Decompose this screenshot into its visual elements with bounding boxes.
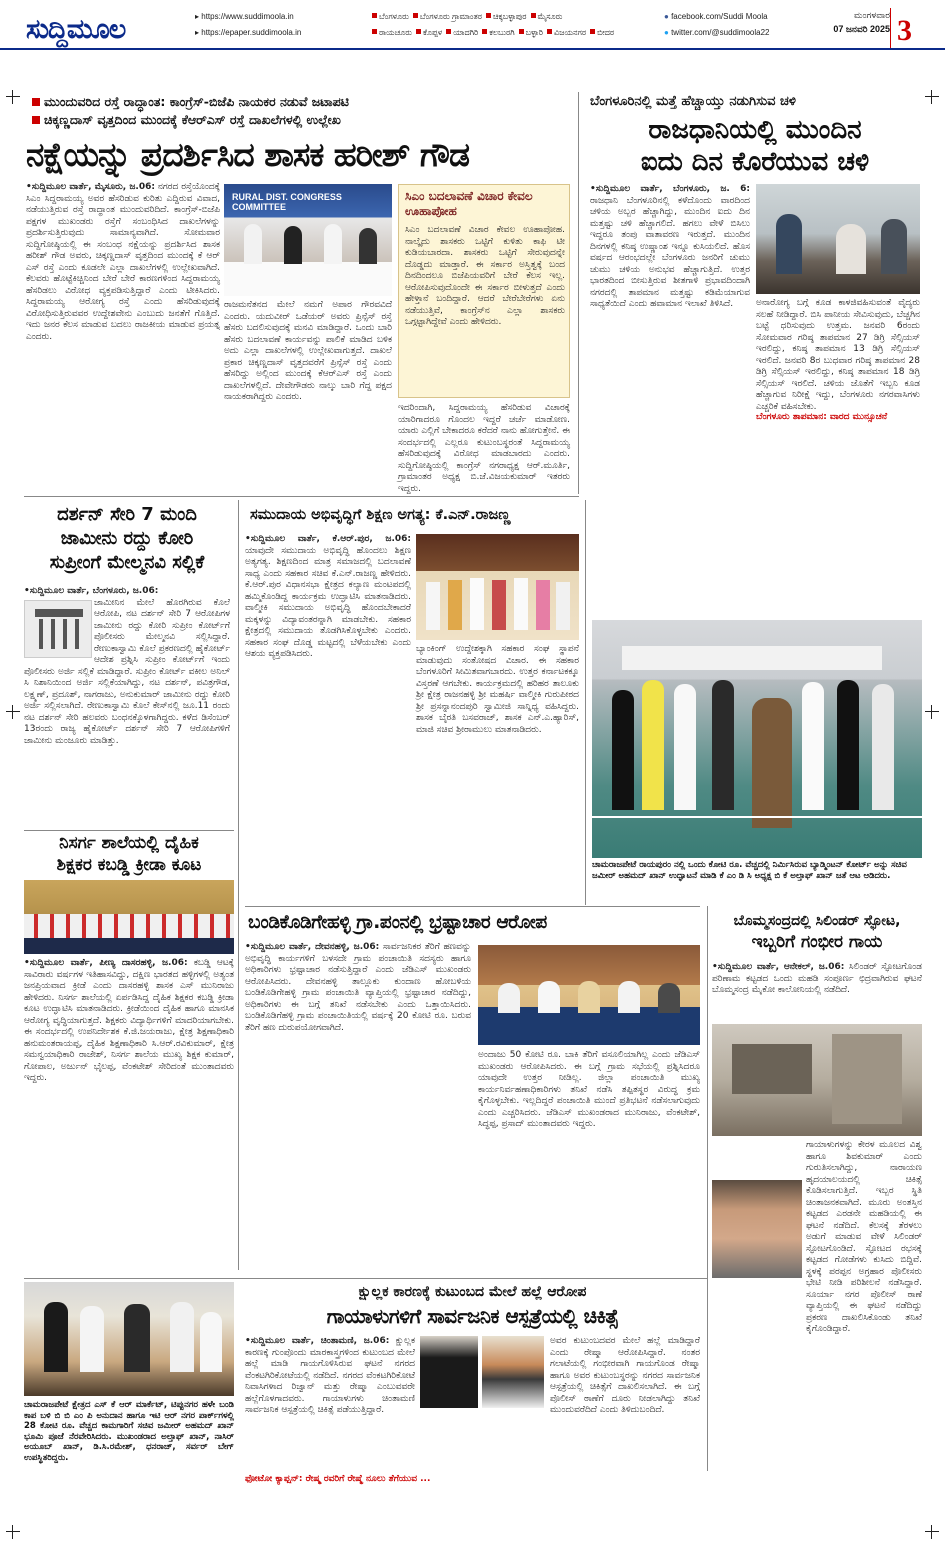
- section-list-1: ಬೆಂಗಳೂರು ಬೆಂಗಳೂರು ಗ್ರಾಮಾಂತರ ಚಿಕ್ಕಬಳ್ಳಾಪುರ ಮೈಸೂರು: [368, 12, 562, 22]
- side-box: [398, 184, 570, 398]
- victim-photo: [420, 1336, 478, 1408]
- press-meet-photo: RURAL DIST. CONGRESS COMMITTEE: [224, 184, 392, 296]
- section-list-2: ರಾಯಚೂರು ಕೊಪ್ಪಳ ಯಾದಗಿರಿ ಕಲಬುರಗಿ ಬಳ್ಳಾರಿ ವಿಜಯನಗರ ಬೀದರ: [368, 28, 614, 38]
- masthead: [0, 8, 945, 50]
- article-body: [712, 1282, 922, 1470]
- person-photo: [482, 1336, 544, 1408]
- twitter-link[interactable]: ● twitter.com/@suddimoola22: [664, 28, 770, 37]
- market-groundbreaking-photo: [24, 1282, 234, 1396]
- headline: ಸಮುದಾಯ ಅಭಿವೃದ್ಧಿಗೆ ಶಿಕ್ಷಣ ಅಗತ್ಯ: ಕೆ.ಎನ್.ರಾಜಣ್ಣ: [250, 507, 511, 523]
- headline: ನಕ್ಷೆಯನ್ನು ಪ್ರದರ್ಶಿಸಿದ ಶಾಸಕ ಹರೀಶ್ ಗೌಡ: [26, 135, 469, 174]
- kabaddi-team-photo: [24, 880, 234, 954]
- date: 07 ಜನವರಿ 2025: [833, 24, 890, 34]
- cold-weather-photo: [756, 184, 920, 294]
- headline: ಸುಪ್ರೀಂಗೆ ಮೇಲ್ಮನವಿ ಸಲ್ಲಿಕೆ: [49, 552, 205, 573]
- headline: ಜಾಮೀನು ರದ್ದು ಕೋರಿ: [60, 528, 194, 549]
- article-body: ಅವರ ಕುಟುಂಬದವರ ಮೇಲೆ ಹಲ್ಲೆ ಮಾಡಿದ್ದಾರೆ ಎಂದು ರೇಷ್ಮಾ ಆರೋಪಿಸಿದ್ದಾರೆ. ನಂತರ ಗಲಾಟೆಯಲ್ಲಿ ಗಂಭೀರವಾಗಿ ಗಾಯಗೊಂಡ ರೇಷ್ಮಾ ಹಾಗೂ ಅವರ ಕುಟುಂಬಸ್ಥರನ್ನು ನಗರದ ಸಾರ್ವಜನಿಕ ಆಸ್ಪತ್ರೆಯಲ್ಲಿ ಚಿಕಿತ್ಸೆಗೆ ದಾಖಲಿಸಲಾಗಿದೆ. ಈ ಬಗ್ಗೆ ಪೊಲೀಸ್ ಠಾಣೆಗೆ ದೂರು ನೀಡಲಾಗಿದ್ದು ತನಿಖೆ ಮುಂದುವರೆದಿದೆ ಎಂದು ತಿಳಿದುಬಂದಿದೆ.: [550, 1336, 700, 1415]
- epaper-url[interactable]: ▸ https://epaper.suddimoola.in: [195, 28, 302, 37]
- article-body: ರಾಜಮನೆತನದ ಮೇಲೆ ನಮಗೆ ಅಪಾರ ಗೌರವವಿದೆ ಎಂದರು. ಯದುವೀರ್ ಒಡೆಯರ್ ಅವರು ಪ್ರಿನ್ಸೆಸ್ ರಸ್ತೆ ಹೆಸರು ಬದಲಿಸುವುದಕ್ಕೆ ಮನವಿ ಮಾಡಿದ್ದಾರೆ. ಒಂದು ಬಾರಿ ಹೆಸರು ಬದಲಾವಣೆ ಕಾರ್ಯವನ್ನು ಪಾಲಿಕೆ ಮಾಡಿದ ಬಳಿಕ ಅದು ಎಲ್ಲಾ ದಾಖಲೆಗಳಲ್ಲಿ ಉಲ್ಲೇಖವಾಗುತ್ತದೆ. ದಾಖಲೆ ಪ್ರಕಾರ ಚಿಕ್ಕಣ್ಣದಾಸ್ ವೃತ್ತದವರೆಗೆ ಪ್ರಿನ್ಸೆಸ್ ರಸ್ತೆ ಎಂದು ಹೆಸರಿದ್ದು ಅಲ್ಲಿಂದ ಮುಂದಕ್ಕೆ ಕೆಆರ್‌ಎಸ್ ರಸ್ತೆ ಎಂದು ದಾಖಲೆಗಳಲ್ಲಿದೆ. ದೇವೇಗೌಡರು ನಾಲ್ಕು ಬಾರಿ ಗೆದ್ದ ಪಕ್ಷದ ನಾಯಕರಾಗಿದ್ದರು ಎಂದರು.: [224, 300, 392, 402]
- headline: ನಿಸರ್ಗ ಶಾಲೆಯಲ್ಲಿ ದೈಹಿಕ: [59, 833, 199, 853]
- article-body: •ಸುದ್ದಿಮೂಲ ವಾರ್ತೆ, ಪೀಣ್ಯ ದಾಸರಹಳ್ಳಿ, ಜ.06: ಕಬಡ್ಡಿ ಆಟಕ್ಕೆ ಸಾವಿರಾರು ವರ್ಷಗಳ ಇತಿಹಾಸವಿದ್ದು, ದಕ್ಷಿಣ ಭಾರತದ ಹಳ್ಳಿಗಳಲ್ಲಿ ಅತ್ಯಂತ ಜನಪ್ರಿಯವಾದ ಕ್ರೀಡೆ ಎಂದು ದಾಸರಹಳ್ಳಿ ಶಾಸಕ ಎಸ್ ಮುನಿರಾಜು ಹೇಳಿದರು. ನಿಸರ್ಗ ಶಾಲೆಯಲ್ಲಿ ಏರ್ಪಡಿಸಿದ್ದ ದೈಹಿಕ ಶಿಕ್ಷಕರ ಕಬಡ್ಡಿ ಕ್ರೀಡಾ ಕೂಟ ಉದ್ಘಾಟಿಸಿ ಮಾತನಾಡಿದರು. ಕ್ರೀಡೆಯಿಂದ ದೈಹಿಕ ಹಾಗೂ ಮಾನಸಿಕ ಆರೋಗ್ಯ ವೃದ್ಧಿಯಾಗುತ್ತದೆ. ಶಿಕ್ಷಕರು ವಿದ್ಯಾರ್ಥಿಗಳಿಗೆ ಮಾದರಿಯಾಗಬೇಕು. ಈ ಸಂದರ್ಭದಲ್ಲಿ ಉಪನಿರ್ದೇಶಕ ಕೆ.ಜಿ.ಜಯರಾಜು, ಕ್ಷೇತ್ರ ಶಿಕ್ಷಣಾಧಿಕಾರಿ ಹನುಮಂತರಾಯಪ್ಪ, ದೈಹಿಕ ಶಿಕ್ಷಣಾಧಿಕಾರಿ ಸಿ.ಆರ್.ರವಿಕುಮಾರ್, ಕ್ಷೇತ್ರ ಸಮನ್ವಯಾಧಿಕಾರಿ ರಾಜೇಶ್, ನಿಸರ್ಗ ಶಾಲೆಯ ಮುಖ್ಯ ಶಿಕ್ಷಕ ಕುಮಾರ್, ಗೋಪಾಲ, ಅರ್ಜುನ್ ಭೈಲಪ್ಪ, ವೆಂಕಟೇಶ್ ಸೇರಿದಂತೆ ಮುಂತಾದವರು ಇದ್ದರು.: [24, 958, 234, 1083]
- article-body: [420, 1412, 546, 1472]
- article-body: ಅಂದಾಜು 50 ಕೋಟಿ ರೂ. ಬಾಕಿ ತೆರಿಗೆ ವಸೂಲಿಯಾಗಿಲ್ಲ ಎಂದು ಜೆಡಿಎಸ್ ಮುಖಂಡರು ಆರೋಪಿಸಿದರು. ಈ ಬಗ್ಗೆ ಗ್ರಾಮ ಸಭೆಯಲ್ಲಿ ಪ್ರಶ್ನಿಸಿದರೂ ಯಾವುದೇ ಉತ್ತರ ನೀಡಿಲ್ಲ. ಜಿಲ್ಲಾ ಪಂಚಾಯಿತಿ ಮುಖ್ಯ ಕಾರ್ಯನಿರ್ವಹಣಾಧಿಕಾರಿಗಳು ತನಿಖೆ ನಡೆಸಿ ತಪ್ಪಿತಸ್ಥರ ವಿರುದ್ಧ ಕ್ರಮ ಕೈಗೊಳ್ಳಬೇಕು. ಇಲ್ಲದಿದ್ದರೆ ಪಂಚಾಯಿತಿ ಮುಂದೆ ಪ್ರತಿಭಟನೆ ನಡೆಸಲಾಗುವುದು ಎಂದು ಎಚ್ಚರಿಸಿದರು. ಜೆಡಿಎಸ್ ಮುಖಂಡರಾದ ಮುನಿರಾಜು, ವೆಂಕಟೇಶ್, ಸಿದ್ಧಪ್ಪ, ಪ್ರಸಾದ್ ಮುಂತಾದವರು ಇದ್ದರು.: [478, 1050, 700, 1129]
- headline: ಬಂಡಿಕೊಡಿಗೇಹಳ್ಳಿ ಗ್ರಾ.ಪಂನಲ್ಲಿ ಭ್ರಷ್ಟಾಚಾರ ಆರೋಪ: [248, 912, 547, 933]
- kicker: ಕ್ಷುಲ್ಲಕ ಕಾರಣಕ್ಕೆ ಕುಟುಂಬದ ಮೇಲೆ ಹಲ್ಲೆ ಆರೋಪ: [358, 1284, 587, 1300]
- day: ಮಂಗಳವಾರ: [853, 10, 890, 20]
- subheading: ಬೆಂಗಳೂರು ತಾಪಮಾನ: ವಾರದ ಮುನ್ಸೂಚನೆ: [756, 412, 888, 422]
- facebook-link[interactable]: ● facebook.com/Suddi Moola: [664, 12, 768, 21]
- kicker: ಮುಂದುವರಿದ ರಸ್ತೆ ರಾದ್ಧಾಂತ: ಕಾಂಗ್ರೆಸ್-ಬಿಜೆಪಿ ನಾಯಕರ ನಡುವೆ ಜಟಾಪಟಿ: [32, 94, 349, 110]
- article-body: •ಸುದ್ದಿಮೂಲ ವಾರ್ತೆ, ಮೈಸೂರು, ಜ.06: ನಗರದ ರಸ್ತೆಯೊಂದಕ್ಕೆ ಸಿಎಂ ಸಿದ್ದರಾಮಯ್ಯ ಅವರ ಹೆಸರಿಡುವ ಕುರಿತು ಎದ್ದಿರುವ ವಿವಾದ, ನಡೆಯುತ್ತಿರುವ ರಸ್ತೆ ರಾದ್ಧಾಂತ ಮುಂದುವರಿದಿದೆ. ಕಾಂಗ್ರೆಸ್-ಬಿಜೆಪಿ ಪಕ್ಷಗಳ ಮುಖಂಡರು ರಸ್ತೆಗೆ ಸಂಬಂಧಿಸಿದ ದಾಖಲೆಗಳನ್ನು ಪ್ರದರ್ಶಿಸುತ್ತಿರುವುದು ಸಾಮಾನ್ಯವಾಗಿದೆ. ಸೋಮವಾರ ಸುದ್ದಿಗೋಷ್ಠಿಯಲ್ಲಿ ಈ ಸಂಬಂಧ ನಕ್ಷೆಯನ್ನು ಪ್ರದರ್ಶಿಸಿದ ಶಾಸಕ ಹರೀಶ್ ಗೌಡ ಅವರು, ಚಿಕ್ಕಣ್ಣದಾಸ್ ವೃತ್ತದಿಂದ ಮುಂದಕ್ಕೆ ಕೆ ಆರ್ ಎಸ್ ರಸ್ತೆ ಎಂದು ಕೂಡಲೇ ಎಲ್ಲಾ ದಾಖಲೆಗಳಲ್ಲಿ ಉಲ್ಲೇಖವಾಗಿದೆ. ಕೆಲವರು ಹೊಟ್ಟೆಕಿಚ್ಚಿನಿಂದ ಬೇರೆ ಬೇರೆ ಕಾರಣಗಳಿಂದ ಸಿದ್ದರಾಮಯ್ಯ ಹೆಸರಿಡಲು ವಿರೋಧ ವ್ಯಕ್ತಪಡಿಸುತ್ತಿದ್ದಾರೆ ಎಂದು ಟೀಕಿಸಿದರು. ಸಿದ್ದರಾಮಯ್ಯ ಆರೋಗ್ಯ ರಸ್ತೆ ಎಂದು ಹೆಸರಿಡುವುದಕ್ಕೆ ವಿರೋಧಿಸುತ್ತಿರುವವರ ಉದ್ದೇಶವೇನು ಎಂಬುದು ಜನತೆಗೆ ಗೊತ್ತಿದೆ. ಇದು ಜನರ ಕೆಲಸ ಮಾಡುವ ಬದಲು ರಾಜಕೀಯ ಮಾಡುವ ಪ್ರಯತ್ನ ಎಂದರು.: [26, 182, 220, 342]
- article-body: •ಸುದ್ದಿಮೂಲ ವಾರ್ತೆ, ದೇವನಹಳ್ಳಿ, ಜ.06: ಸಾರ್ವಜನಿಕರ ತೆರಿಗೆ ಹಣವನ್ನು ಅಭಿವೃದ್ಧಿ ಕಾರ್ಯಗಳಿಗೆ ಬಳಸದೇ ಗ್ರಾಮ ಪಂಚಾಯಿತಿ ಸದಸ್ಯರು ಹಾಗೂ ಅಧಿಕಾರಿಗಳು ಭ್ರಷ್ಟಾಚಾರ ನಡೆಸುತ್ತಿದ್ದಾರೆ ಎಂದು ಜೆಡಿಎಸ್ ಮುಖಂಡರು ಆರೋಪಿಸಿದರು. ದೇವನಹಳ್ಳಿ ತಾಲ್ಲೂಕು ಕುಂದಾಣ ಹೋಬಳಿಯ ಬಂಡಿಕೊಡಿಗೇಹಳ್ಳಿ ಗ್ರಾಮ ಪಂಚಾಯಿತಿ ವ್ಯಾಪ್ತಿಯಲ್ಲಿ ಭ್ರಷ್ಟಾಚಾರ ನಡೆದಿದ್ದು, ಅಧಿಕಾರಿಗಳು ಈ ಬಗ್ಗೆ ತನಿಖೆ ನಡೆಸಬೇಕು ಎಂದು ಒತ್ತಾಯಿಸಿದರು. ಬಂಡಿಕೊಡಿಗೆಹಳ್ಳಿ ಗ್ರಾಮ ಪಂಚಾಯಿತಿಯಲ್ಲಿ ವರ್ಷಕ್ಕೆ 20 ಕೋಟಿ ರೂ. ಬರುವ ತೆರಿಗೆ ಹಣ ದುರುಪಯೋಗವಾಗಿದೆ.: [245, 942, 471, 1033]
- facebook-icon: ●: [664, 12, 669, 21]
- website-url[interactable]: ▸ https://www.suddimoola.in: [195, 12, 294, 21]
- article-body: ಇದರಿಂದಾಗಿ, ಸಿದ್ದರಾಮಯ್ಯ ಹೆಸರಿಡುವ ವಿಚಾರಕ್ಕೆ ಯಾರಿಗಾದರೂ ಗೊಂದಲ ಇದ್ದರೆ ಚರ್ಚೆ ಮಾಡೋಣ. ಯಾರು ಎಲ್ಲಿಗೆ ಬೇಕಾದರೂ ಕರೆದರೆ ನಾನು ಹೋಗುತ್ತೇನೆ. ಈ ಸಂದರ್ಭದಲ್ಲಿ ಎಲ್ಲರೂ ಕುಟುಂಬಸ್ಥರಂತೆ ಸಿದ್ದರಾಮಯ್ಯ ಹೆಸರಿಡುವುದಕ್ಕೆ ವಿರೋಧ ಮಾಡಬಾರದು ಎಂದರು. ಸುದ್ದಿಗೋಷ್ಠಿಯಲ್ಲಿ ಕಾಂಗ್ರೆಸ್ ನಗರಾಧ್ಯಕ್ಷ ಆರ್.ಮೂರ್ತಿ, ಗ್ರಾಮಾಂತರ ಅಧ್ಯಕ್ಷ ಬಿ.ಜೆ.ವಿಜಯಕುಮಾರ್ ಇತರರು ಇದ್ದರು.: [398, 403, 570, 494]
- article-body: •ಸುದ್ದಿಮೂಲ ವಾರ್ತೆ, ಬೆಂಗಳೂರು, ಜ. 6: ರಾಜಧಾನಿ ಬೆಂಗಳೂರಿನಲ್ಲಿ ಕಳೆದೊಂದು ವಾರದಿಂದ ಚಳಿಯ ಅಬ್ಬರ ಹೆಚ್ಚಾಗಿದ್ದು, ಮುಂದಿನ ಐದು ದಿನ ಮತ್ತಷ್ಟು ಚಳಿ ಹೆಚ್ಚಾಗಲಿದೆ. ಹಗಲು ವೇಳೆ ಬಿಸಿಲು ಇದ್ದರೂ ತಂಪು ವಾತಾವರಣ ಇರುತ್ತದೆ. ಮುಂದಿನ ದಿನಗಳಲ್ಲಿ ಕನಿಷ್ಠ ಉಷ್ಣಾಂಶ ಇನ್ನೂ ಕುಸಿಯಲಿದೆ. ಹೊಸ ವರ್ಷದ ಆರಂಭದಲ್ಲೇ ಬೆಂಗಳೂರು ಜನರಿಗೆ ಚುಮು ಚುಮು ಚಳಿಯ ಅನುಭವ ಹೆಚ್ಚಾಗುತ್ತಿದೆ. ಉತ್ತರ ಭಾರತದಿಂದ ಬೀಸುತ್ತಿರುವ ಶೀತಗಾಳಿ ಪ್ರಭಾವದಿಂದಾಗಿ ನಗರದಲ್ಲಿ ತಾಪಮಾನ ಮತ್ತಷ್ಟು ಕಡಿಮೆಯಾಗುವ ಸಾಧ್ಯತೆಯಿದೆ ಎಂದು ಹವಾಮಾನ ಇಲಾಖೆ ತಿಳಿಸಿದೆ.: [590, 184, 750, 309]
- kicker: ಚಿಕ್ಕಣ್ಣದಾಸ್ ವೃತ್ತದಿಂದ ಮುಂದಕ್ಕೆ ಕೆಆರ್‌ಎಸ್ ರಸ್ತೆ ದಾಖಲೆಗಳಲ್ಲಿ ಉಲ್ಲೇಖ: [32, 112, 341, 128]
- event-stage-photo: [416, 534, 579, 640]
- article-body: ಅನಾರೋಗ್ಯ ಬಗ್ಗೆ ಕೂಡ ಕಾಳಜಿವಹಿಸುವಂತೆ ವೈದ್ಯರು ಸಲಹೆ ನೀಡಿದ್ದಾರೆ. ಬಿಸಿ ಪಾನೀಯ ಸೇವಿಸುವುದು, ಬೆಚ್ಚಗಿನ ಬಟ್ಟೆ ಧರಿಸುವುದು ಉತ್ತಮ. ಜನವರಿ 6ರಂದು ಸೋಮವಾರ ಗರಿಷ್ಠ ತಾಪಮಾನ 27 ಡಿಗ್ರಿ ಸೆಲ್ಸಿಯಸ್ ಇರಲಿದ್ದು, ಕನಿಷ್ಠ ತಾಪಮಾನ 13 ಡಿಗ್ರಿ ಸೆಲ್ಸಿಯಸ್ ಇರಲಿದೆ. ಜನವರಿ 8ರ ಬುಧವಾರ ಗರಿಷ್ಠ ತಾಪಮಾನ 28 ಡಿಗ್ರಿ ಸೆಲ್ಸಿಯಸ್ ಇರಲಿದ್ದು, ಕನಿಷ್ಠ ತಾಪಮಾನ 18 ಡಿಗ್ರಿ ಸೆಲ್ಸಿಯಸ್ ಇರಲಿದೆ. ಚಳಿಯ ಜೊತೆಗೆ ಇಬ್ಬನಿ ಕೂಡ ಹೆಚ್ಚಾಗುವ ನಿರೀಕ್ಷೆ ಇದ್ದು, ಬೆಂಗಳೂರು ನಗರವಾಸಿಗಳು ಎಚ್ಚರಿಕೆ ವಹಿಸಬೇಕು.: [756, 298, 920, 412]
- damaged-building-photo: [712, 1024, 922, 1136]
- press-conference-photo: [478, 945, 700, 1045]
- kicker: ಬೆಂಗಳೂರಿನಲ್ಲಿ ಮತ್ತೆ ಹೆಚ್ಚಾಯ್ತು ನಡುಗಿಸುವ ಚಳಿ: [590, 94, 796, 109]
- box-title: ಸಿಎಂ ಬದಲಾವಣೆ ವಿಚಾರ ಕೇವಲ ಊಹಾಪೋಹ: [405, 189, 533, 218]
- photo-caption: ಚಾಮರಾಜಪೇಟೆ ರಾಯಪುರಂ ನಲ್ಲಿ ಒಂದು ಕೋಟಿ ರೂ. ವೆಚ್ಚದಲ್ಲಿ ನಿರ್ಮಿಸಿರುವ ಬ್ಯಾಡ್ಮಿಂಟನ್ ಕೋರ್ಟ್ ಅನ್ನು ಸಚಿವ ಜಮೀರ್ ಅಹಮದ್ ಖಾನ್ ಉದ್ಘಾಟನೆ ಮಾಡಿ ಕೆ ಎಂ ಡಿ ಸಿ ಅಧ್ಯಕ್ಷ ಬಿ ಕೆ ಅಲ್ತಾಫ್ ಖಾನ್ ಜತೆ ಆಟ ಆಡಿದರು.: [592, 860, 922, 896]
- article-body: •ಸುದ್ದಿಮೂಲ ವಾರ್ತೆ, ಆನೇಕಲ್, ಜ.06: ಸಿಲಿಂಡರ್ ಸ್ಫೋಟಗೊಂಡ ಪರಿಣಾಮ ಕಟ್ಟಡದ ಒಂದು ಮಹಡಿ ಸಂಪೂರ್ಣ ಛಿದ್ರವಾಗಿರುವ ಘಟನೆ ಬೊಮ್ಮಸಂದ್ರ ಮೈಕೋ ಕಾಲೋನಿಯಲ್ಲಿ ನಡೆದಿದೆ.: [712, 962, 922, 995]
- photo-caption: ಫೋಟೋ ಕ್ಯಾಪ್ಷನ್: ರೇಷ್ಮ ರವರಿಗೆ ರೇಷ್ಮೆ ನೂಲು ತೆಗೆಯುವ ...: [245, 1474, 431, 1484]
- injured-person-photo: [712, 1180, 802, 1278]
- article-body: •ಸುದ್ದಿಮೂಲ ವಾರ್ತೆ, ಚಿಂತಾಮಣಿ, ಜ.06: ಕ್ಷುಲ್ಲಕ ಕಾರಣಕ್ಕೆ ಗುಂಪೊಂದು ಮಾರಕಾಸ್ತ್ರಗಳಿಂದ ಕುಟುಂಬದ ಮೇಲೆ ಹಲ್ಲೆ ಮಾಡಿ ಗಾಯಗೊಳಿಸಿರುವ ಘಟನೆ ನಗರದ ವೆಂಕಟಗಿರಿಕೋಟೆಯಲ್ಲಿ ನಡೆದಿದೆ. ನಗರದ ವೆಂಕಟಗಿರಿಕೋಟೆ ನಿವಾಸಿಗಳಾದ ರಿಜ್ವಾನ್ ಮತ್ತು ರೇಷ್ಮಾ ಎಂಬುವವರೇ ಹಲ್ಲೆಗೊಳಗಾದವರು. ಗಾಯಾಳುಗಳು ಚಿಂತಾಮಣಿ ಸಾರ್ವಜನಿಕ ಆಸ್ಪತ್ರೆಯಲ್ಲಿ ಚಿಕಿತ್ಸೆ ಪಡೆಯುತ್ತಿದ್ದಾರೆ.: [245, 1336, 415, 1415]
- article-body: ಗಾಯಾಳುಗಳನ್ನು ಕೇರಳ ಮೂಲದ ವಿಶ್ವ ಹಾಗೂ ಶಿವಕುಮಾರ್ ಎಂದು ಗುರುತಿಸಲಾಗಿದ್ದು, ನಾರಾಯಣ ಹೃದಯಾಲಯದಲ್ಲಿ ಚಿಕಿತ್ಸೆ ಕೊಡಿಸಲಾಗುತ್ತಿದೆ. ಇಬ್ಬರ ಸ್ಥಿತಿ ಚಿಂತಾಜನಕವಾಗಿದೆ. ಮೂರು ಅಂತಸ್ತಿನ ಕಟ್ಟಡದ ಎರಡನೇ ಮಹಡಿಯಲ್ಲಿ ಈ ಘಟನೆ ನಡೆದಿದೆ. ಕೆಲಸಕ್ಕೆ ತೆರಳಲು ಅಡುಗೆ ಮಾಡುವ ವೇಳೆ ಸಿಲಿಂಡರ್ ಸ್ಫೋಟಗೊಂಡಿದೆ. ಸ್ಫೋಟದ ರಭಸಕ್ಕೆ ಕಟ್ಟಡದ ಗೋಡೆಗಳು ಕುಸಿದು ಬಿದ್ದಿವೆ. ಸ್ಥಳಕ್ಕೆ ಪರಪ್ಪನ ಅಗ್ರಹಾರ ಪೊಲೀಸರು ಭೇಟಿ ನೀಡಿ ಪರಿಶೀಲನೆ ನಡೆಸಿದ್ದಾರೆ. ಸೂರ್ಯಾ ನಗರ ಪೊಲೀಸ್ ಠಾಣೆ ವ್ಯಾಪ್ತಿಯಲ್ಲಿ ಈ ಘಟನೆ ನಡೆದಿದ್ದು ಪ್ರಕರಣ ದಾಖಲಿಸಿಕೊಂಡು ತನಿಖೆ ಕೈಗೊಂಡಿದ್ದಾರೆ.: [806, 1140, 922, 1334]
- headline: ಶಿಕ್ಷಕರ ಕಬಡ್ಡಿ ಕ್ರೀಡಾ ಕೂಟ: [56, 855, 202, 875]
- headline: ಐದು ದಿನ ಕೊರೆಯುವ ಚಳಿ: [640, 147, 870, 177]
- headline: ರಾಜಧಾನಿಯಲ್ಲಿ ಮುಂದಿನ: [648, 115, 862, 145]
- headline: ದರ್ಶನ್ ಸೇರಿ 7 ಮಂದಿ: [57, 504, 197, 525]
- twitter-icon: ●: [664, 28, 669, 37]
- photo-caption: ಚಾಮರಾಜಪೇಟೆ ಕ್ಷೇತ್ರದ ಎಸ್ ಕೆ ಆರ್ ಮಾರ್ಕೆಟ್, ಟಿಪ್ಪುನಗರ ಹಳೇ ಬಂಡಿ ಕಾಪ ಬಳಿ ಬಿ ಬಿ ಎಂ ಪಿ ಅನುದಾನ ಹಾಗೂ ಇಟಿ ಆರ್ ನಗರ ಪಾರ್ಕ್‌ಗಳಲ್ಲಿ 28 ಕೋಟಿ ರೂ. ವೆಚ್ಚದ ಕಾಮಗಾರಿಗೆ ಸಚಿವ ಜಮೀರ್ ಅಹಮದ್ ಖಾನ್ ಭೂಮಿ ಪೂಜೆ ನೆರವೇರಿಸಿದರು. ಮುಖಂಡರಾದ ಅಲ್ತಾಫ್ ಖಾನ್, ನಾಸಿರ್ ಅಯೂಬ್ ಖಾನ್, ಡಿ.ಸಿ.ರಮೇಶ್, ಧನರಾಜ್, ಸರ್ವರ್ ಬೇಗ್ ಉಪಸ್ಥಿತರಿದ್ದರು.: [24, 1400, 234, 1470]
- article-body: •ಸುದ್ದಿಮೂಲ ವಾರ್ತೆ, ಬೆಂಗಳೂರು, ಜ.06: ಜಾಮೀನಿನ ಮೇಲೆ ಹೊರಗಿರುವ ಕೊಲೆ ಆರೋಪಿ, ನಟ ದರ್ಶನ್ ಸೇರಿ 7 ಆರೋಪಿಗಳ ಜಾಮೀನು ರದ್ದು ಕೋರಿ ಸುಪ್ರೀಂ ಕೋರ್ಟ್‌ಗೆ ಪೊಲೀಸರು ಮೇಲ್ಮನವಿ ಸಲ್ಲಿಸಿದ್ದಾರೆ. ರೇಣುಕಾಸ್ವಾಮಿ ಕೊಲೆ ಪ್ರಕರಣದಲ್ಲಿ ಹೈಕೋರ್ಟ್ ಆದೇಶ ಪ್ರಶ್ನಿಸಿ ಸುಪ್ರೀಂ ಕೋರ್ಟ್‌ಗೆ ಇಂದು ಪೊಲೀಸರು ಅರ್ಜಿ ಸಲ್ಲಿಕೆ ಮಾಡಿದ್ದಾರೆ. ಸುಪ್ರೀಂ ಕೋರ್ಟ್ ವಕೀಲ ಅನಿಲ್ ಸಿ ನಿಶಾನಿಯಿಂದ ಅರ್ಜಿ ಸಲ್ಲಿಕೆಯಾಗಿದ್ದು, ನಟ ದರ್ಶನ್, ಪವಿತ್ರಗೌಡ, ಲಕ್ಷ್ಮಣ್, ಪ್ರದೂಶ್, ನಾಗರಾಜು, ಅನುಕುಮಾರ್ ಜಾಮೀನು ರದ್ದು ಕೋರಿ ಅರ್ಜಿ ಸಲ್ಲಿಸಲಾಗಿದೆ. ರೇಣುಕಾಸ್ವಾಮಿ ಕೊಲೆ ಕೇಸ್‌ನಲ್ಲಿ ಜೂ.11 ರಂದು ನಟ ದರ್ಶನ್ ಸೇರಿ ಹಲವರು ಬಂಧನಕ್ಕೊಳಗಾಗಿದ್ದರು. ಕಳೆದ ಡಿಸೆಂಬರ್ 13ರಂದು ರಾಜ್ಯ ಹೈಕೋರ್ಟ್ ದರ್ಶನ್ ಸೇರಿ 7 ಆರೋಪಿಗಳಿಗೆ ಜಾಮೀನು ಮಂಜೂರು ಮಾಡಿತ್ತು.: [24, 586, 230, 746]
- article-body: ಬ್ಯಾಂಕಿಂಗ್ ಉದ್ದೇಶಕ್ಕಾಗಿ ಸಹಕಾರ ಸಂಘ ಸ್ಥಾಪನೆ ಮಾಡುವುದು ಸಂತೋಷದ ವಿಚಾರ. ಈ ಸಹಕಾರ ಬೆಂಗಳೂರಿಗೆ ಸೀಮಿತವಾಗಬಾರದು. ಉತ್ತರ ಕರ್ನಾಟಕಕ್ಕೂ ವಿಸ್ತರಣೆ ಆಗಬೇಕು. ಕಾರ್ಯಕ್ರಮದಲ್ಲಿ ಹರಿಹರ ತಾಲೂಕು ಶ್ರೀ ಕ್ಷೇತ್ರ ರಾಜನಹಳ್ಳಿ ಶ್ರೀ ಮಹರ್ಷಿ ವಾಲ್ಮೀಕಿ ಗುರುಪೀಠದ ಶ್ರೀ ಪ್ರಸನ್ನಾನಂದಪುರಿ ಸ್ವಾಮೀಜಿ ಸಾನ್ನಿಧ್ಯ ವಹಿಸಿದ್ದರು. ಶಾಸಕ ಬೈರತಿ ಬಸವರಾಜ್, ಶಾಸಕ ಎನ್.ಎ.ಹ್ಯಾರಿಸ್, ಮಾಜಿ ಸಚಿವ ಶ್ರೀರಾಮುಲು ಮಾತನಾಡಿದರು.: [416, 644, 579, 735]
- badminton-court-photo: [592, 620, 922, 858]
- box-text: ಸಿಎಂ ಬದಲಾವಣೆ ವಿಚಾರ ಕೇವಲ ಊಹಾಪೋಹ. ನಾಲ್ಕೈದು ಶಾಸಕರು ಒಟ್ಟಿಗೆ ಕುಳಿತು ಕಾಫಿ ಟೀ ಕುಡಿಯಬಾರದಾ. ಶಾಸಕರು ಒಟ್ಟಿಗೆ ಸೇರುವುದನ್ನೇ ದೊಡ್ಡದು ಮಾಡ್ತಾರೆ. ಈ ಸರ್ಕಾರ ಅಸ್ತಿತ್ವಕ್ಕೆ ಬಂದ ದಿನದಿಂದಲೂ ಬಿಜೆಪಿಯವರಿಗೆ ಬೇರೆ ಕೆಲಸ ಇಲ್ಲ. ಆರೋಪಿಸುವುದೊಂದೇ ಈ ಸರ್ಕಾರ ಬೀಳುತ್ತದೆ ಎಂದು ಹೇಳ್ತಾನೆ ಬಂದಿದ್ದಾರೆ. ಆದರೆ ಬೇರೆಬೇರೆಗಳು ಏನು ನಡೆಯುತ್ತಿವೆ, ಕಾಂಗ್ರೆಸ್‌ನ ಎಲ್ಲಾ ಶಾಸಕರು ಒಗ್ಗಟ್ಟಾಗಿದ್ದೇವೆ ಎಂದು ಹೇಳಿದರು.: [405, 225, 565, 327]
- headline: ಗಾಯಾಳುಗಳಿಗೆ ಸಾರ್ವಜನಿಕ ಆಸ್ಪತ್ರೆಯಲ್ಲಿ ಚಿಕಿತ್ಸೆ: [326, 1304, 619, 1328]
- headline: ಇಬ್ಬರಿಗೆ ಗಂಭೀರ ಗಾಯ: [751, 932, 883, 952]
- headline: ಬೊಮ್ಮಸಂದ್ರದಲ್ಲಿ ಸಿಲಿಂಡರ್ ಸ್ಫೋಟ,: [733, 913, 901, 929]
- newspaper-logo: ಸುದ್ದಿಮೂಲ: [26, 14, 126, 45]
- article-body: •ಸುದ್ದಿಮೂಲ ವಾರ್ತೆ, ಕೆ.ಆರ್.ಪುರ, ಜ.06: ಯಾವುದೇ ಸಮುದಾಯ ಅಭಿವೃದ್ಧಿ ಹೊಂದಲು ಶಿಕ್ಷಣ ಅತ್ಯಗತ್ಯ. ಶಿಕ್ಷಣದಿಂದ ಮಾತ್ರ ಸಮಾಜದಲ್ಲಿ ಬದಲಾವಣೆ ಸಾಧ್ಯ ಎಂದು ಸಹಕಾರ ಸಚಿವ ಕೆ.ಎನ್.ರಾಜಣ್ಣ ಹೇಳಿದರು. ಕೆ.ಆರ್.ಪುರ ವಿಧಾನಸಭಾ ಕ್ಷೇತ್ರದ ಕಲ್ಯಾಣ ಮಂಟಪದಲ್ಲಿ ಹಮ್ಮಿಕೊಂಡಿದ್ದ ಕಾರ್ಯಕ್ರಮ ಉದ್ಘಾಟಿಸಿ ಮಾತನಾಡಿದರು. ವಾಲ್ಮೀಕಿ ಸಮುದಾಯ ಅಭಿವೃದ್ಧಿ ಹೊಂದಬೇಕಾದರೆ ಮಕ್ಕಳನ್ನು ವಿದ್ಯಾವಂತರನ್ನಾಗಿ ಮಾಡಬೇಕು. ಸಹಕಾರ ಕ್ಷೇತ್ರದಲ್ಲಿ ಸಮುದಾಯ ತೊಡಗಿಸಿಕೊಳ್ಳಬೇಕು ಎಂದರು. ಸಹಕಾರ ಸಂಘ ದೊಡ್ಡ ಮಟ್ಟದಲ್ಲಿ ಬೆಳೆಯಬೇಕು ಎಂದು ಆಶಯ ವ್ಯಕ್ತಪಡಿಸಿದರು.: [245, 534, 411, 659]
- page-number: 3: [897, 14, 912, 47]
